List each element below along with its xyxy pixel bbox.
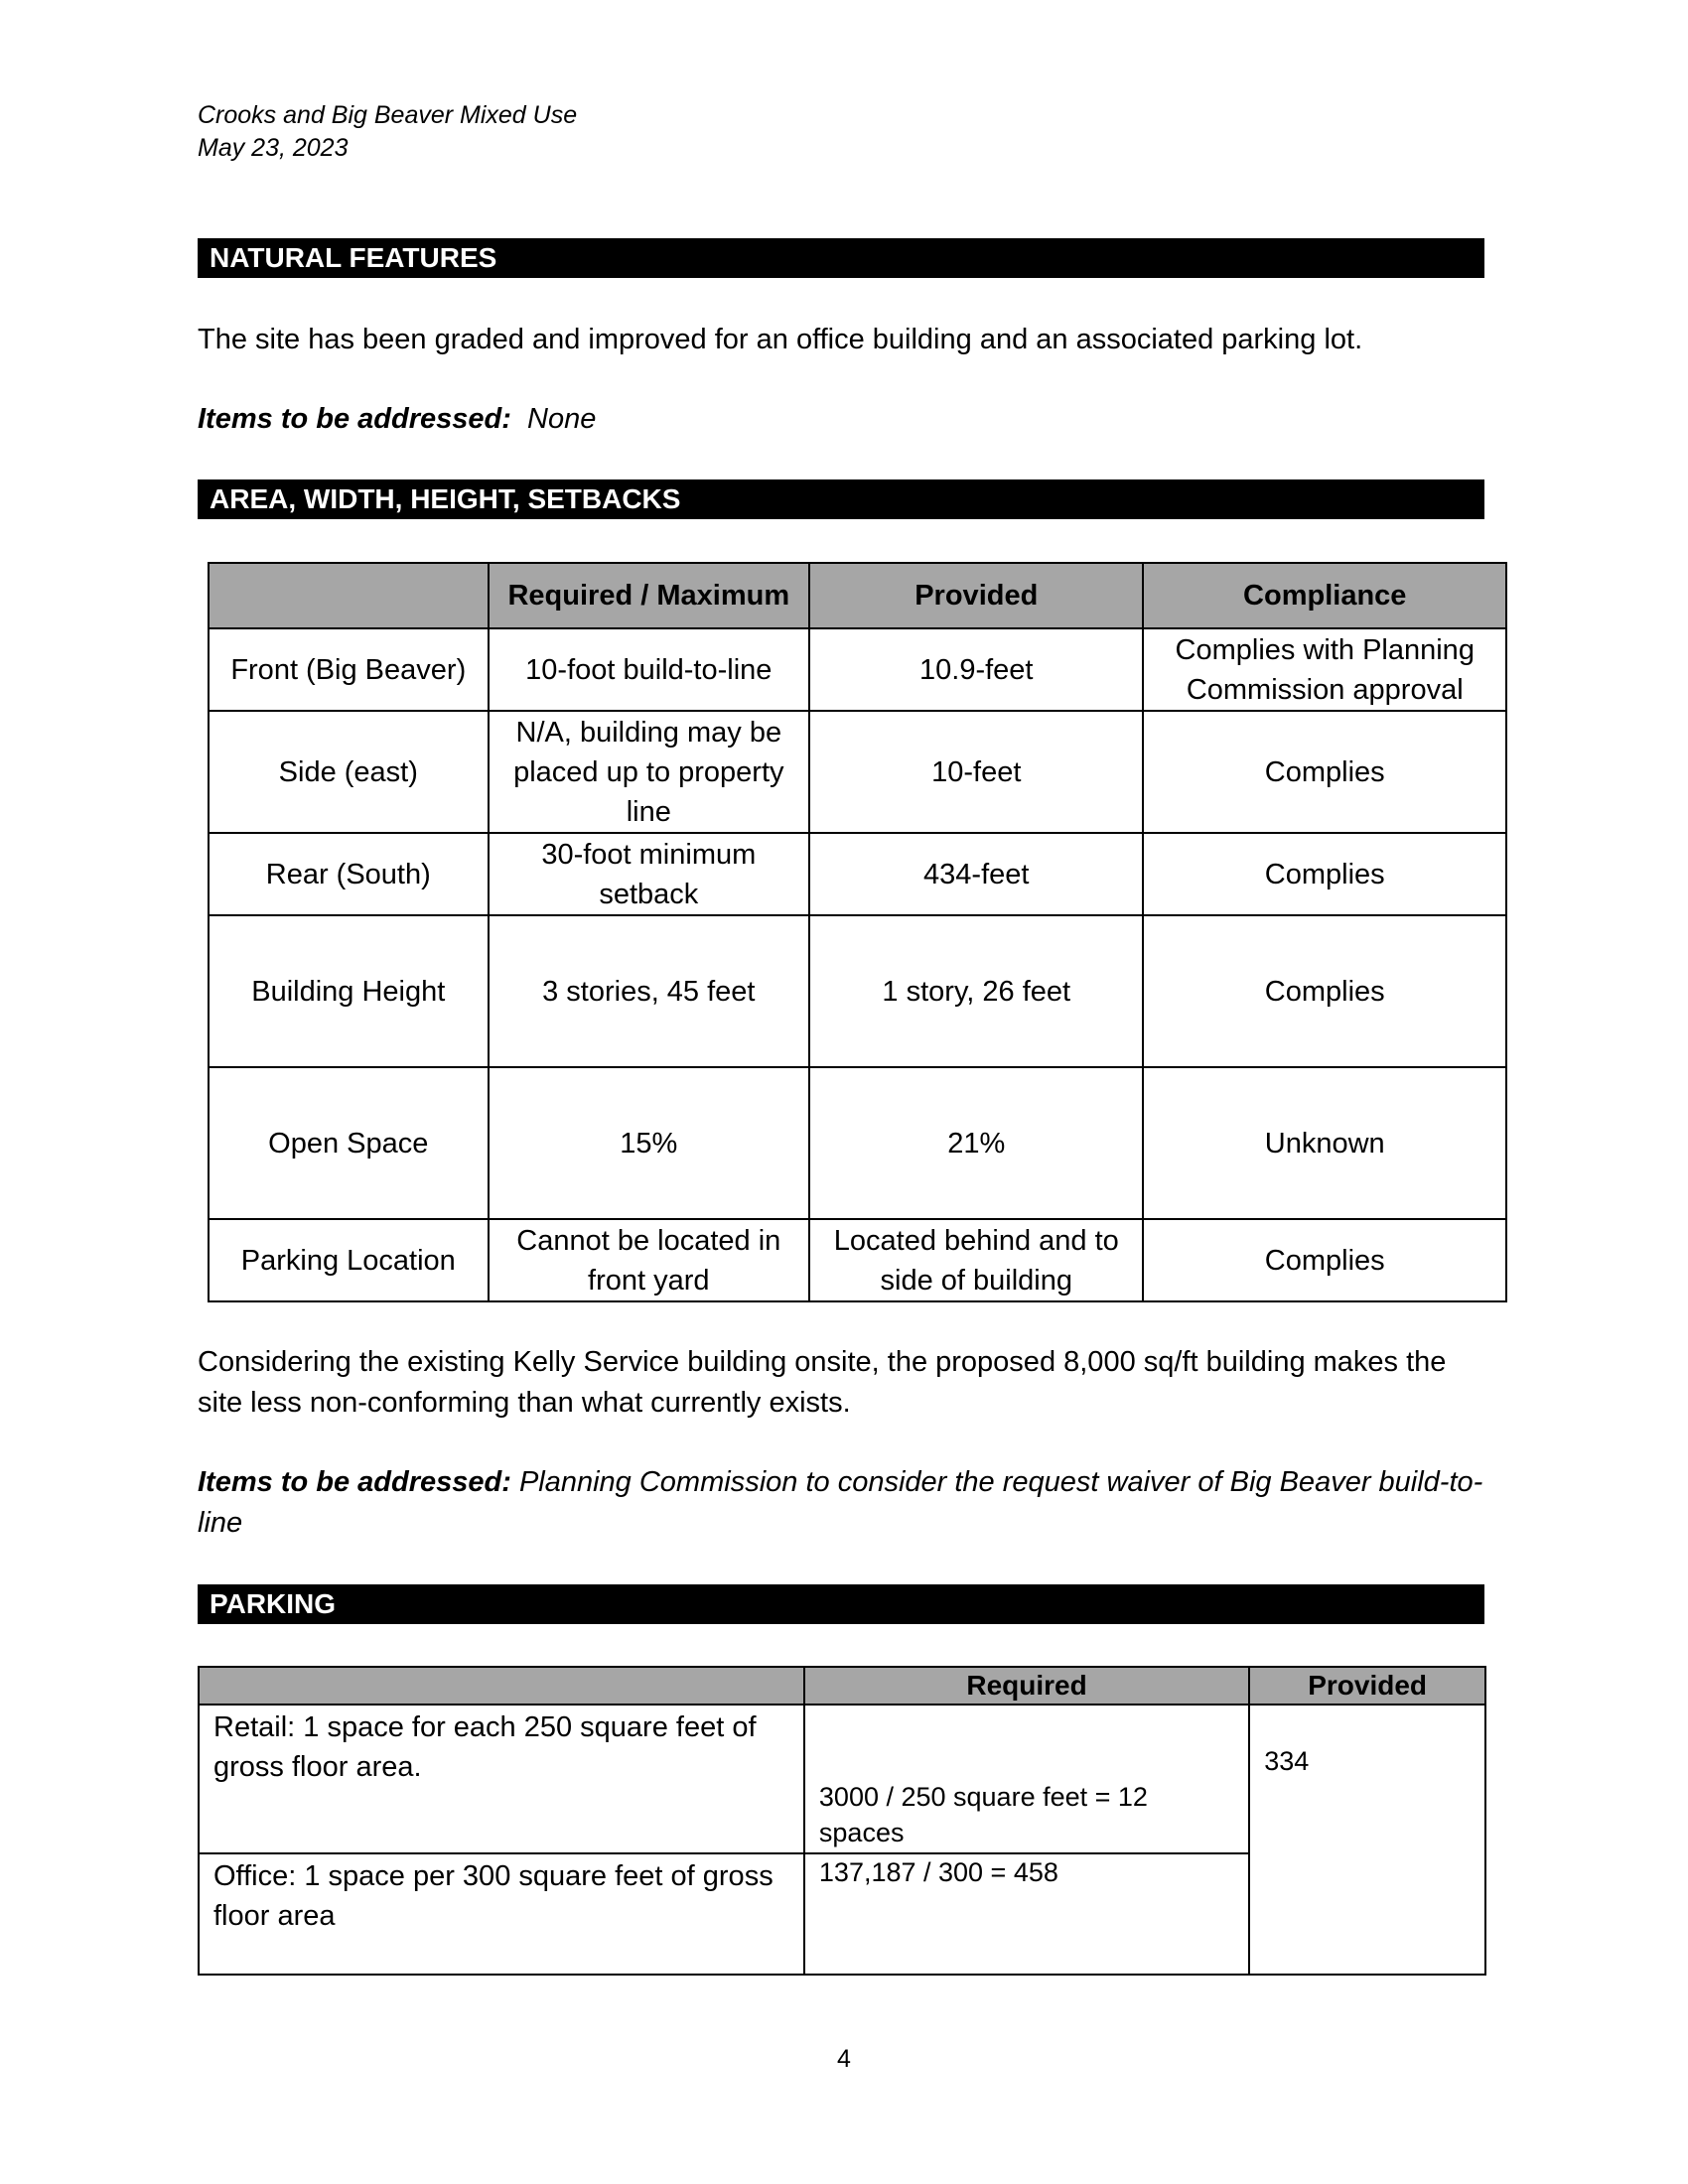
section-heading-natural-features: NATURAL FEATURES <box>198 238 1484 278</box>
table-row <box>199 1705 1485 1853</box>
table-row <box>209 833 1506 915</box>
table-cell: 137,187 / 300 = 458 <box>804 1853 1249 1975</box>
table-cell: 1 story, 26 feet <box>809 915 1143 1067</box>
column-header: Provided <box>809 563 1143 628</box>
table-cell: Parking Location <box>209 1219 489 1301</box>
table-cell: Located behind and to side of building <box>809 1219 1143 1301</box>
table-cell: Rear (South) <box>209 833 489 915</box>
table-cell: 10.9-feet <box>809 628 1143 711</box>
items-value: None <box>527 403 597 435</box>
setbacks-text: Considering the existing Kelly Service building onsite, the proposed 8,000 sq/ft building makes the site less non-conforming than what currently exists. <box>198 1346 1447 1419</box>
table-cell: Complies <box>1143 915 1506 1067</box>
parking-table <box>198 1666 1486 1976</box>
natural-features-text: The site has been graded and improved for an office building and an associated parking lot. <box>198 324 1363 355</box>
document-header <box>198 99 577 165</box>
column-header: Required <box>804 1667 1249 1705</box>
table-header-row <box>209 563 1506 628</box>
table-cell: Complies <box>1143 711 1506 833</box>
table-row <box>209 1067 1506 1219</box>
table-cell: Retail: 1 space for each 250 square feet of gross floor area. <box>199 1705 804 1853</box>
items-label: Items to be addressed: <box>198 1466 511 1498</box>
table-cell: N/A, building may be placed up to property line <box>489 711 810 833</box>
table-cell: 30-foot minimum setback <box>489 833 810 915</box>
table-cell: Cannot be located in front yard <box>489 1219 810 1301</box>
section-heading-area-width-height-setbacks: AREA, WIDTH, HEIGHT, SETBACKS <box>198 479 1484 519</box>
table-cell: Front (Big Beaver) <box>209 628 489 711</box>
table-cell: Complies with Planning Commission approval <box>1143 628 1506 711</box>
table-cell: 21% <box>809 1067 1143 1219</box>
setbacks-items <box>198 1462 1488 1544</box>
table-cell: 434-feet <box>809 833 1143 915</box>
table-header-row <box>199 1667 1485 1705</box>
header-project-name: Crooks and Big Beaver Mixed Use <box>198 101 578 129</box>
table-cell: Complies <box>1143 833 1506 915</box>
table-row <box>209 711 1506 833</box>
items-value: Planning Commission to consider the request waiver of Big Beaver build-to-line <box>198 1466 1483 1539</box>
column-header <box>199 1667 804 1705</box>
table-cell: 15% <box>489 1067 810 1219</box>
table-cell: Unknown <box>1143 1067 1506 1219</box>
column-header: Provided <box>1249 1667 1485 1705</box>
column-header: Required / Maximum <box>489 563 810 628</box>
table-cell: 3 stories, 45 feet <box>489 915 810 1067</box>
table-cell: 10-foot build-to-line <box>489 628 810 711</box>
section-heading-parking: PARKING <box>198 1584 1484 1624</box>
table-cell: Office: 1 space per 300 square feet of gross floor area <box>199 1853 804 1975</box>
page-number: 4 <box>837 2045 851 2073</box>
header-date: May 23, 2023 <box>198 134 349 162</box>
table-row <box>209 1219 1506 1301</box>
table-cell: Complies <box>1143 1219 1506 1301</box>
column-header: Compliance <box>1143 563 1506 628</box>
table-row <box>209 915 1506 1067</box>
table-row <box>209 628 1506 711</box>
table-cell: 3000 / 250 square feet = 12 spaces <box>804 1705 1249 1853</box>
setbacks-table <box>208 562 1507 1302</box>
items-label: Items to be addressed: <box>198 403 511 435</box>
table-cell: Building Height <box>209 915 489 1067</box>
table-cell: Side (east) <box>209 711 489 833</box>
parking-provided-cell: 334 <box>1249 1705 1485 1975</box>
table-cell: 10-feet <box>809 711 1143 833</box>
column-header <box>209 563 489 628</box>
table-cell: Open Space <box>209 1067 489 1219</box>
natural-features-items <box>198 399 1488 440</box>
